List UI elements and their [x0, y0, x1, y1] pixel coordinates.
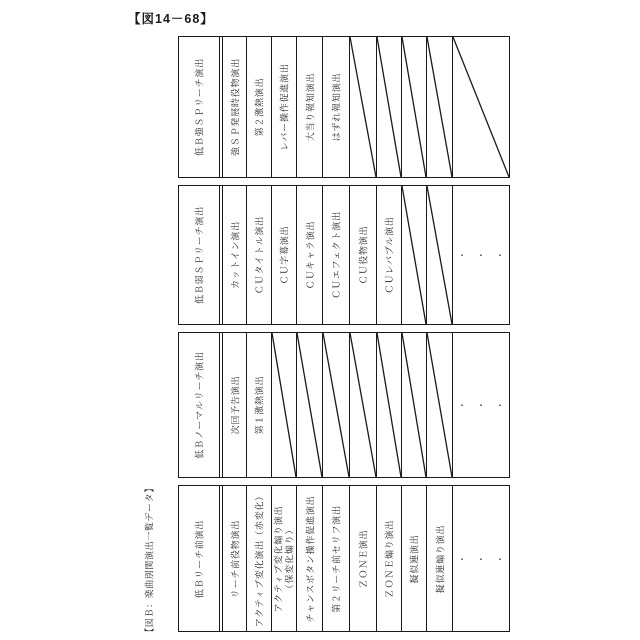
diagonal-cell — [426, 333, 452, 477]
cell-label: ＣＵエフェクト演出 — [331, 211, 342, 299]
table-cell — [246, 486, 271, 631]
table-row-normal-reach — [178, 332, 515, 478]
diagonal-cell — [271, 333, 296, 477]
cell-label: 擬似連煽り演出 — [435, 524, 445, 593]
ellipsis: ・・・ — [457, 554, 515, 564]
cell-label: 強ＳＰ発展時役物演出 — [230, 57, 240, 157]
diagonal-line — [427, 37, 452, 177]
table-cell — [271, 37, 296, 177]
table-cell — [271, 486, 296, 631]
ellipsis-cell — [452, 486, 515, 631]
table-cell — [401, 486, 426, 631]
cell-label: 大当り報知演出 — [305, 72, 315, 142]
table-row-weak-sp-reach — [178, 185, 515, 325]
diagonal-cell — [401, 333, 426, 477]
diagonal-line — [377, 333, 401, 477]
row-header-label: 低Ｂ弱ＳＰリーチ演出 — [194, 205, 205, 305]
cell-label: はずれ報知演出 — [331, 72, 342, 142]
diagonal-cell — [426, 186, 452, 324]
cell-label: 第１激熱演出 — [254, 375, 265, 435]
diagonal-line — [297, 333, 322, 477]
cell-label: カットイン演出 — [230, 220, 240, 290]
diagonal-cell — [452, 37, 509, 177]
table-cell — [246, 186, 271, 324]
ellipsis-cell — [452, 186, 515, 324]
cell-label: 第２リーチ前セリフ演出 — [331, 504, 342, 613]
cell-label: 第２激熱演出 — [254, 77, 265, 137]
figure-number: 【図14－68】 — [128, 12, 214, 26]
table-cell — [246, 333, 271, 477]
cell-label: 擬似連演出 — [409, 533, 420, 584]
table-cell — [426, 486, 452, 631]
table-cell — [219, 37, 246, 177]
row-header-cell — [179, 333, 219, 477]
cell-label: ＣＵ字幕演出 — [279, 225, 290, 285]
table-row-pre-reach — [178, 485, 515, 632]
table-row-strong-sp-reach — [178, 36, 510, 178]
diagonal-line — [402, 37, 426, 177]
row-header-cell — [179, 37, 219, 177]
cell-label-line2: （保変化煽り） — [284, 524, 294, 593]
table-cell — [349, 486, 376, 631]
row-header-label: 低Ｂノーマルリーチ演出 — [194, 351, 205, 459]
diagonal-line — [427, 333, 452, 477]
table-cell — [271, 186, 296, 324]
table-cell — [296, 37, 322, 177]
cell-label: アクティブ変化演出（赤変化） — [254, 490, 265, 627]
cell-label: ＺＯＮＥ煽り演出 — [384, 519, 395, 598]
cell-label: チャンスボタン操作促進演出 — [305, 495, 315, 622]
diagonal-line — [350, 37, 376, 177]
diagonal-cell — [322, 333, 349, 477]
diagonal-cell — [401, 186, 426, 324]
cell-label-line1: アクティブ変化煽り演出 — [273, 505, 284, 612]
diagonal-line — [453, 37, 509, 177]
diagonal-line — [402, 186, 426, 324]
table-cell — [296, 486, 322, 631]
diagonal-cell — [426, 37, 452, 177]
cell-label: 次回予告演出 — [230, 375, 240, 435]
row-header-label: 低Ｂリーチ前演出 — [194, 519, 205, 598]
table-cell — [219, 486, 246, 631]
cell-label: ＺＯＮＥ演出 — [358, 529, 369, 588]
table-cell — [322, 37, 349, 177]
diagonal-cell — [349, 333, 376, 477]
ellipsis: ・・・ — [457, 250, 515, 261]
table-cell — [219, 333, 246, 477]
ellipsis: ・・・ — [457, 400, 515, 411]
figure-caption: 【図Ｂ：楽曲別関演出一覧データ】 — [144, 483, 155, 637]
cell-label — [274, 505, 295, 612]
diagonal-cell — [376, 37, 401, 177]
cell-label: リーチ前役物演出 — [230, 519, 240, 598]
cell-label: ＣＵタイトル演出 — [254, 215, 265, 295]
diagonal-cell — [296, 333, 322, 477]
table-cell — [246, 37, 271, 177]
table-cell — [322, 486, 349, 631]
ellipsis-cell — [452, 333, 515, 477]
cell-label: ＣＵ役物演出 — [358, 225, 369, 285]
table-cell — [322, 186, 349, 324]
table-cell — [296, 186, 322, 324]
cell-label: レバー操作促進演出 — [279, 63, 290, 151]
diagonal-cell — [401, 37, 426, 177]
diagonal-line — [350, 333, 376, 477]
diagonal-line — [377, 37, 401, 177]
row-header-label: 低Ｂ強ＳＰリーチ演出 — [194, 57, 205, 157]
diagonal-cell — [349, 37, 376, 177]
cell-label: ＣＵレバブル演出 — [384, 216, 395, 294]
table-cell — [219, 186, 246, 324]
cell-label: ＣＵキャラ演出 — [305, 220, 315, 290]
diagonal-line — [323, 333, 349, 477]
diagonal-line — [402, 333, 426, 477]
table-cell — [349, 186, 376, 324]
table-cell — [376, 186, 401, 324]
diagonal-line — [427, 186, 452, 324]
table-cell — [376, 486, 401, 631]
diagonal-cell — [376, 333, 401, 477]
row-header-cell — [179, 486, 219, 631]
diagonal-line — [272, 333, 296, 477]
row-header-cell — [179, 186, 219, 324]
